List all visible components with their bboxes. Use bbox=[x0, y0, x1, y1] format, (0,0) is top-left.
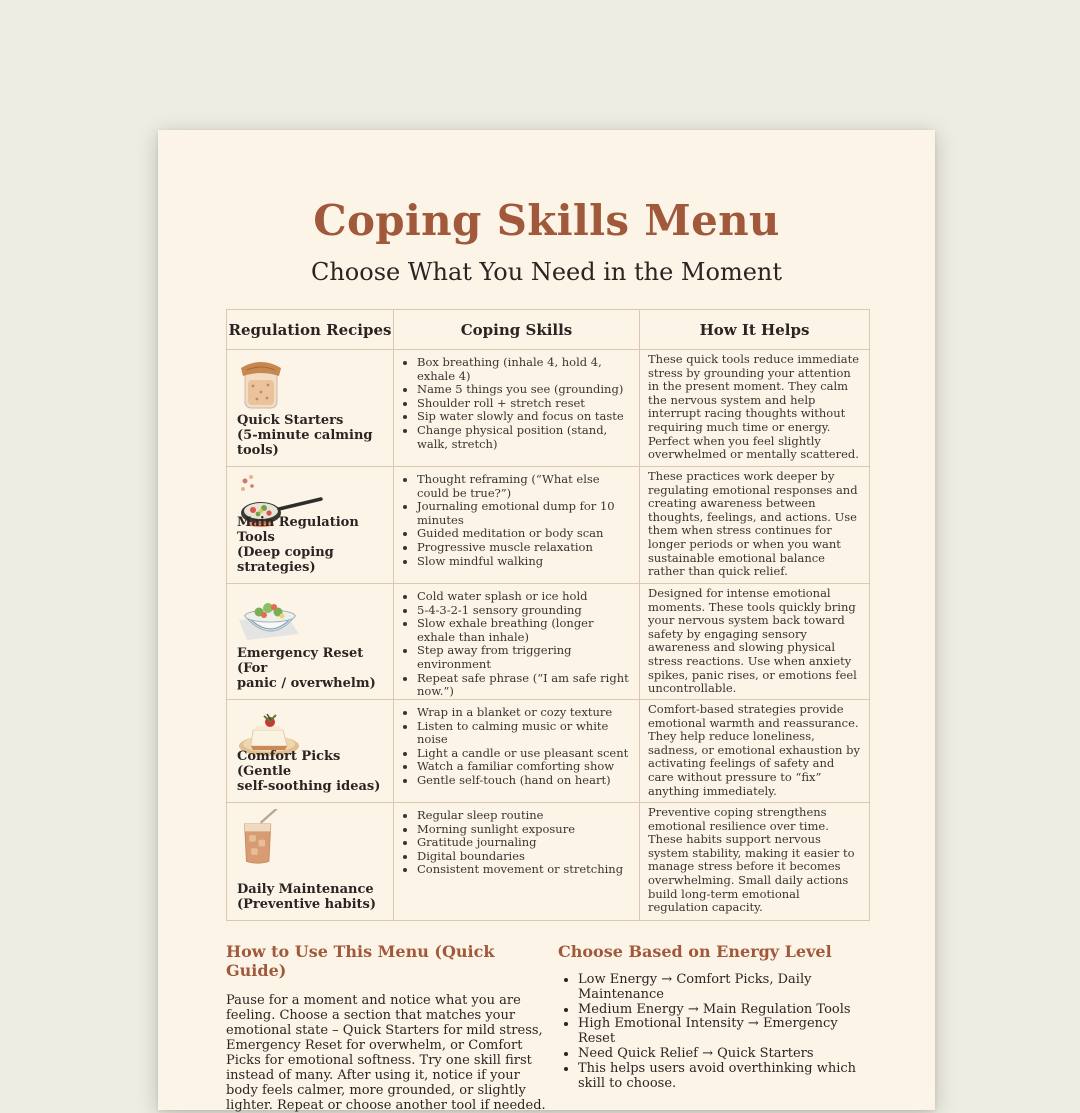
recipe-label: Quick Starters (5-minute calming tools) bbox=[237, 413, 373, 458]
list-item: • Journaling emotional dump for 10 minutes bbox=[417, 500, 633, 527]
list-item: • Progressive muscle relaxation bbox=[417, 541, 633, 555]
skills-cell bbox=[394, 350, 640, 467]
recipe-label: Main Regulation Tools (Deep coping strategies) bbox=[237, 515, 359, 575]
helps-cell: These practices work deeper by regulating emotional responses and creating awareness between thoughts, feelings, and actions. Use them when stress continues for longer periods or when you want sustainable emotional balance rather than quick relief. bbox=[640, 467, 870, 584]
list-item: • Light a candle or use pleasant scent bbox=[417, 747, 633, 761]
page-title: Coping Skills Menu bbox=[313, 196, 780, 245]
table-header-row bbox=[227, 310, 870, 350]
jar-icon bbox=[237, 356, 297, 412]
table-row bbox=[227, 350, 870, 467]
recipe-label: Daily Maintenance (Preventive habits) bbox=[237, 882, 376, 912]
recipe-cell bbox=[227, 803, 394, 921]
list-item: • Watch a familiar comforting show bbox=[417, 760, 633, 774]
list-item: • Regular sleep routine bbox=[417, 809, 633, 823]
column-header-skills: Coping Skills bbox=[394, 310, 640, 350]
helps-cell: Designed for intense emotional moments. These tools quickly bring your nervous system back toward safety by engaging sensory awareness and slowing physical stress reactions. Use when anxiety spikes, panic rises, or emotions feel uncontrollable. bbox=[640, 584, 870, 700]
skills-cell bbox=[394, 467, 640, 584]
energy-level-list bbox=[558, 973, 876, 1091]
list-item: • 5-4-3-2-1 sensory grounding bbox=[417, 604, 633, 618]
helps-cell: Comfort-based strategies provide emotional warmth and reassurance. They help reduce loneliness, sadness, or emotional exhaustion by activating feelings of safety and care without pressure to “fix” anything immediately. bbox=[640, 700, 870, 803]
salad-bowl-icon bbox=[237, 590, 307, 646]
table-row bbox=[227, 803, 870, 921]
skills-cell bbox=[394, 700, 640, 803]
recipe-label: Emergency Reset (For panic / overwhelm) bbox=[237, 646, 376, 691]
list-item: • This helps users avoid overthinking which skill to choose. bbox=[578, 1062, 876, 1092]
quick-guide-section bbox=[226, 942, 548, 1113]
list-item: • Consistent movement or stretching bbox=[417, 863, 633, 877]
worksheet-page bbox=[158, 130, 935, 1113]
skills-cell bbox=[394, 803, 640, 921]
list-item: • Box breathing (inhale 4, hold 4, exhale 4) bbox=[417, 356, 633, 383]
skills-cell bbox=[394, 584, 640, 700]
list-item: • Repeat safe phrase (“I am safe right now.”) bbox=[417, 672, 633, 699]
energy-level-title: Choose Based on Energy Level bbox=[558, 942, 832, 961]
list-item: • Thought reframing (“What else could be true?”) bbox=[417, 473, 633, 500]
list-item: • Wrap in a blanket or cozy texture bbox=[417, 706, 633, 720]
list-item: • Cold water splash or ice hold bbox=[417, 590, 633, 604]
table-row bbox=[227, 700, 870, 803]
list-item: • Step away from triggering environment bbox=[417, 644, 633, 671]
list-item: • Low Energy → Comfort Picks, Daily Maintenance bbox=[578, 973, 876, 1003]
column-header-helps: How It Helps bbox=[640, 310, 870, 350]
skills-list bbox=[398, 809, 633, 877]
skills-list bbox=[398, 590, 633, 699]
list-item: • Slow exhale breathing (longer exhale than inhale) bbox=[417, 617, 633, 644]
skills-list bbox=[398, 356, 633, 451]
list-item: • Medium Energy → Main Regulation Tools bbox=[578, 1003, 876, 1018]
list-item: • Shoulder roll + stretch reset bbox=[417, 397, 633, 411]
list-item: • Gratitude journaling bbox=[417, 836, 633, 850]
recipe-label: Comfort Picks (Gentle self-soothing ideas) bbox=[237, 749, 381, 794]
list-item: • Slow mindful walking bbox=[417, 555, 633, 569]
quick-guide-text: Pause for a moment and notice what you are feeling. Choose a section that matches your emotional state – Quick Starters for mild stress, Emergency Reset for overwhelm, or Comfort Picks for emotional softness. Try one skill first instead of many. After using it, notice if your body feels calmer, more grounded, or slightly lighter. Repeat or choose another tool if needed. bbox=[226, 993, 546, 1113]
list-item: • Sip water slowly and focus on taste bbox=[417, 410, 633, 424]
skills-list bbox=[398, 473, 633, 568]
energy-level-section bbox=[558, 942, 876, 1091]
recipe-cell bbox=[227, 584, 394, 700]
quick-guide-title: How to Use This Menu (Quick Guide) bbox=[226, 942, 495, 980]
column-header-recipes: Regulation Recipes bbox=[227, 310, 394, 350]
list-item: • Name 5 things you see (grounding) bbox=[417, 383, 633, 397]
helps-cell: These quick tools reduce immediate stress by grounding your attention in the present moment. They calm the nervous system and help interrupt racing thoughts without requiring much time or energy. Perfect when you feel slightly overwhelmed or mentally scattered. bbox=[640, 350, 870, 467]
list-item: • Need Quick Relief → Quick Starters bbox=[578, 1047, 876, 1062]
list-item: • Change physical position (stand, walk, stretch) bbox=[417, 424, 633, 451]
list-item: • Morning sunlight exposure bbox=[417, 823, 633, 837]
table-row bbox=[227, 584, 870, 700]
helps-cell: Preventive coping strengthens emotional resilience over time. These habits support nervous system stability, making it easier to manage stress before it becomes overwhelming. Small daily actions build long-term emotional regulation capacity. bbox=[640, 803, 870, 921]
list-item: • Listen to calming music or white noise bbox=[417, 720, 633, 747]
list-item: • Gentle self-touch (hand on heart) bbox=[417, 774, 633, 788]
list-item: • High Emotional Intensity → Emergency Reset bbox=[578, 1017, 876, 1047]
page-subtitle: Choose What You Need in the Moment bbox=[310, 258, 783, 286]
list-item: • Digital boundaries bbox=[417, 850, 633, 864]
recipe-cell bbox=[227, 700, 394, 803]
iced-coffee-icon bbox=[237, 809, 297, 865]
table-row bbox=[227, 467, 870, 584]
recipe-cell bbox=[227, 350, 394, 467]
coping-skills-table bbox=[226, 309, 870, 921]
recipe-cell bbox=[227, 467, 394, 584]
skills-list bbox=[398, 706, 633, 788]
list-item: • Guided meditation or body scan bbox=[417, 527, 633, 541]
